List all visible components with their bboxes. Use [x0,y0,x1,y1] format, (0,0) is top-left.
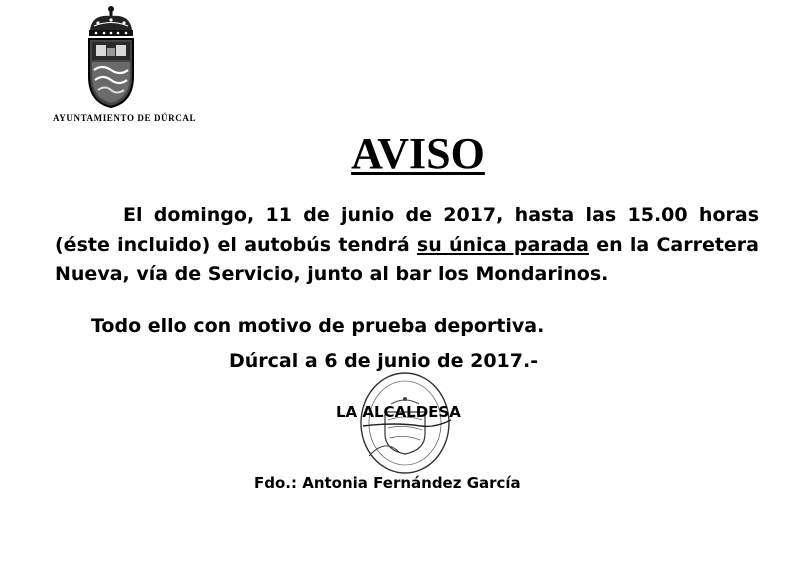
coat-of-arms-icon [80,4,142,108]
body-text-underlined: su única parada [416,233,589,256]
signatory-title: LA ALCALDESA [336,403,461,421]
motive-line: Todo ello con motivo de prueba deportiva. [91,315,545,337]
body-text-part-1: El domingo, 11 de junio de 2017, hasta las 15.00 horas (éste incluido) el autobús tendrá [55,204,759,256]
official-seal-icon [355,368,455,478]
body-text-part-2: en la Carretera Nueva, vía de Servicio, junto al bar los Mondarinos. [55,233,759,285]
notice-body [55,201,759,290]
council-name: AYUNTAMIENTO DE DÚRCAL [53,113,197,123]
date-place-line: Dúrcal a 6 de junio de 2017.- [229,350,539,372]
signature-line: Fdo.: Antonia Fernández García [254,474,521,492]
notice-title: AVISO [351,129,485,178]
